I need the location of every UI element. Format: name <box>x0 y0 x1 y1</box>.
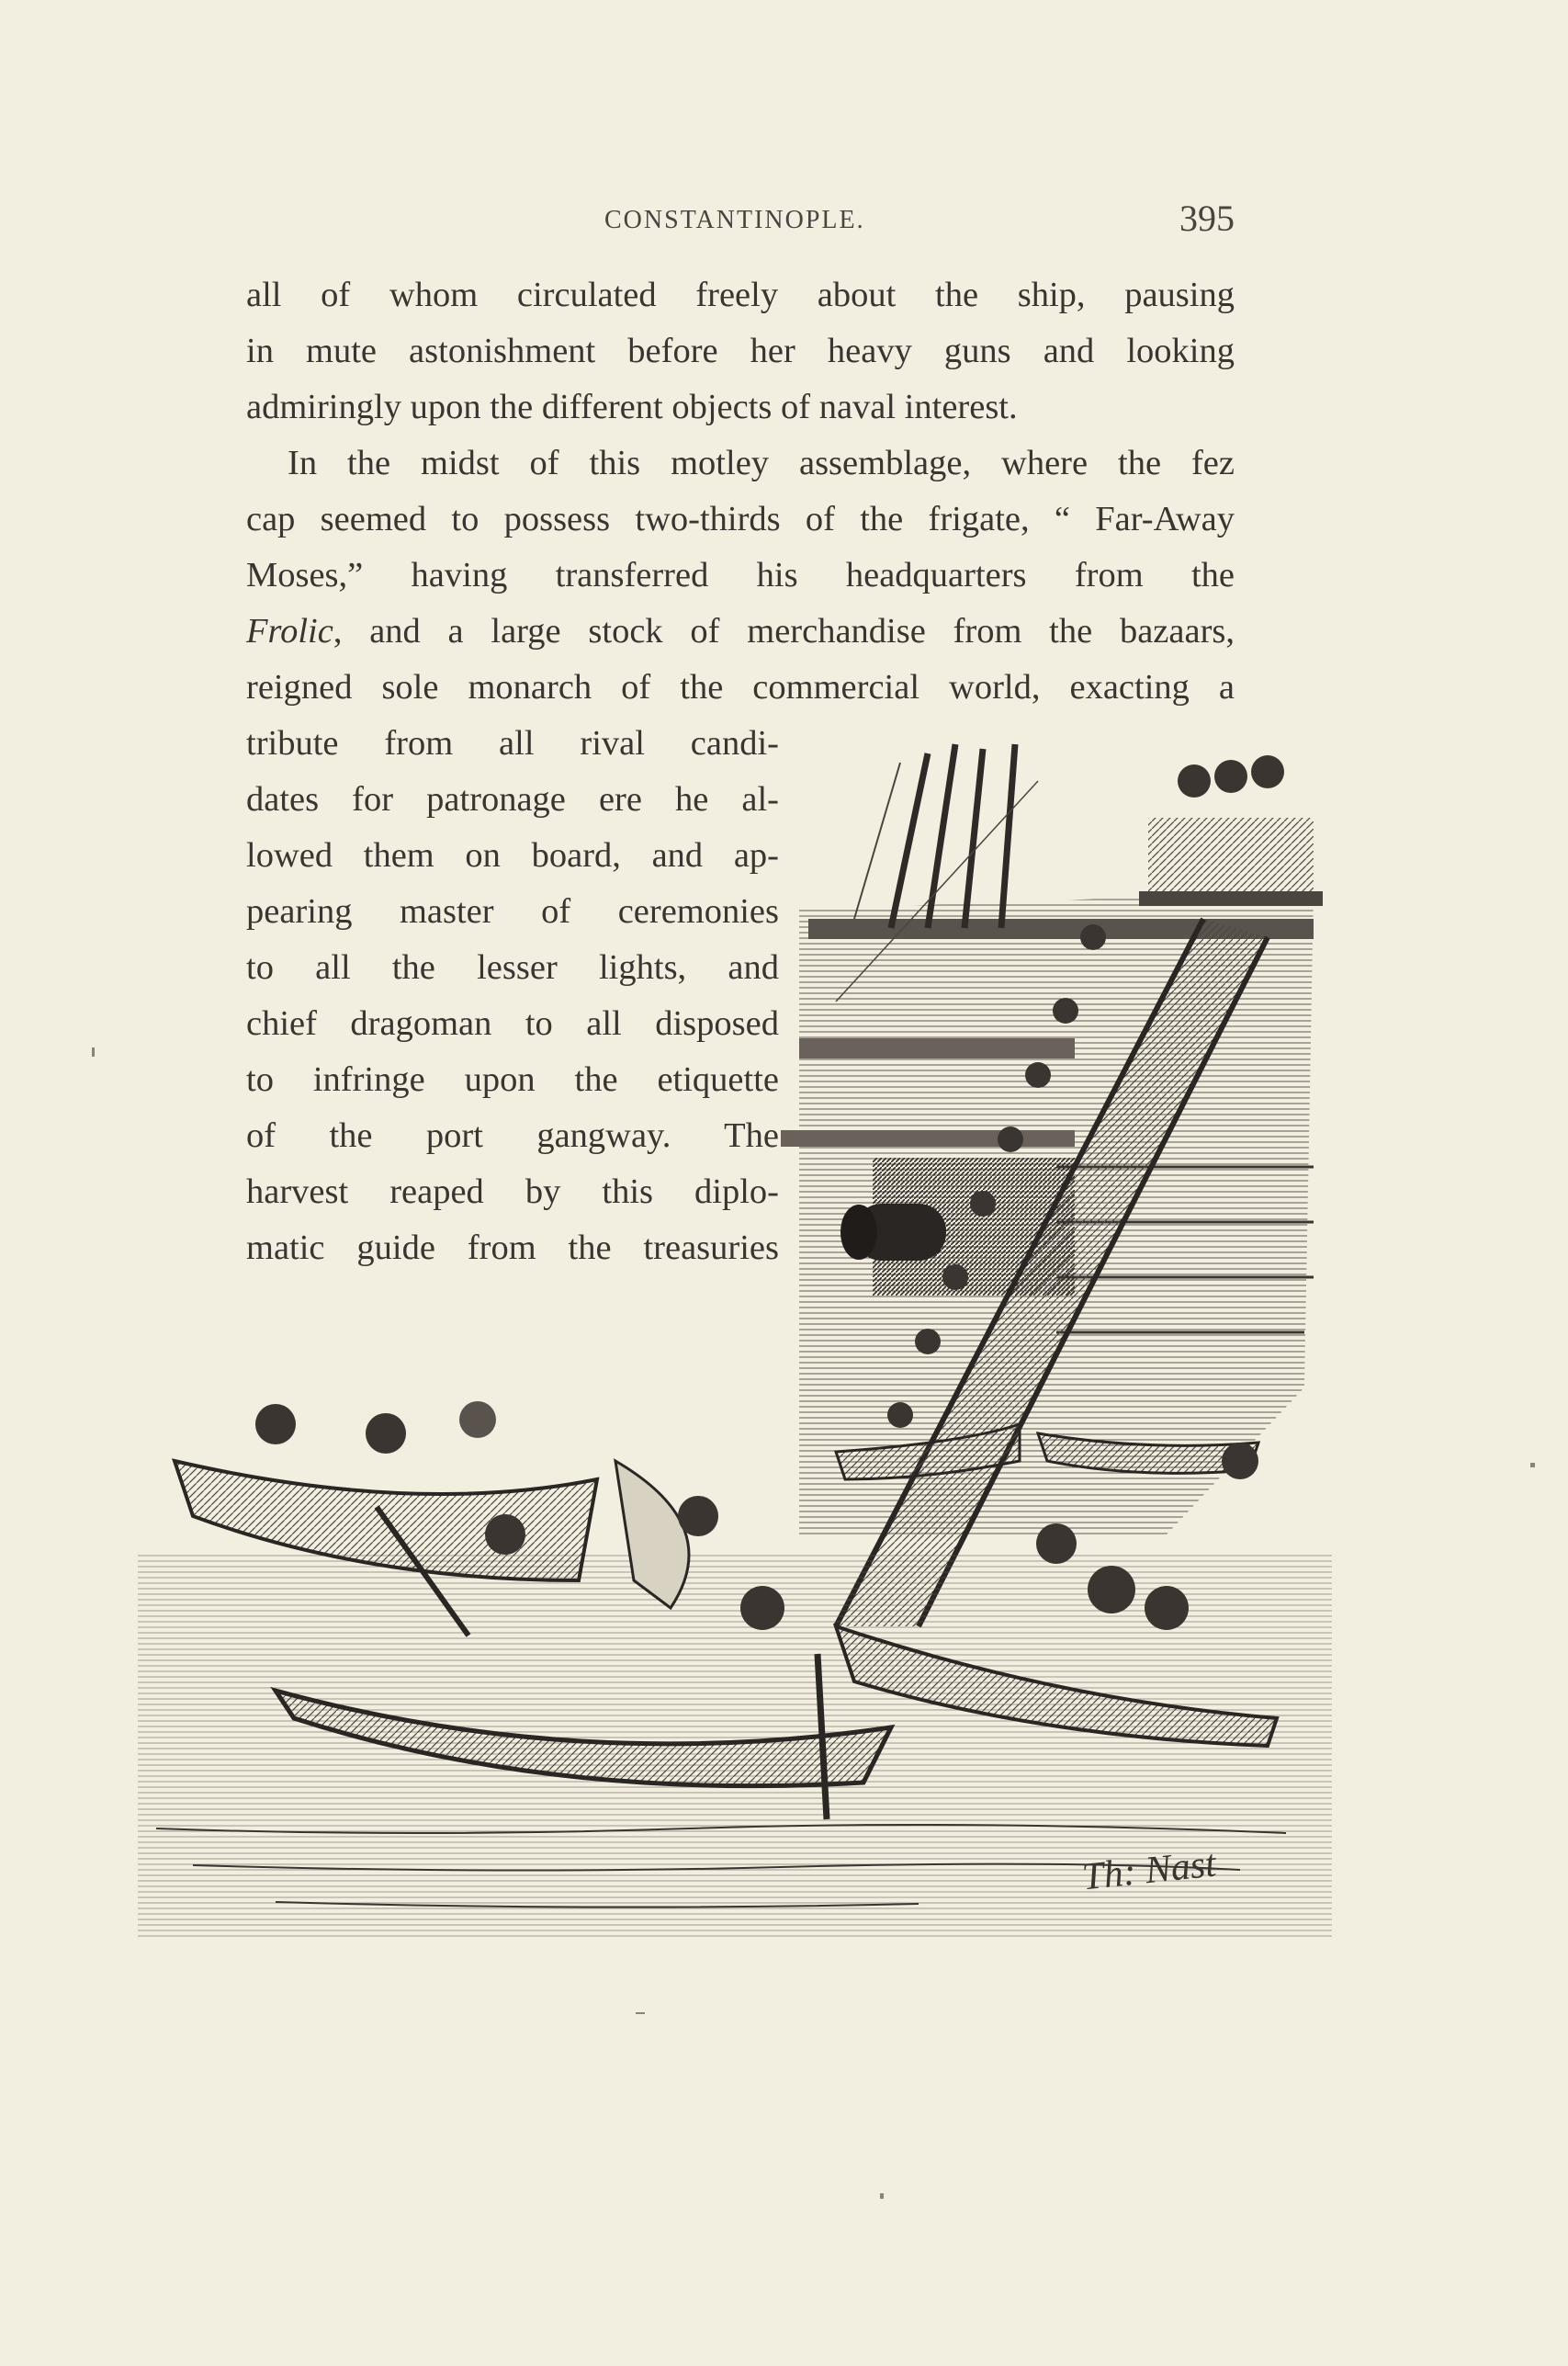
text-line: to infringe upon the etiquette <box>246 1060 779 1099</box>
paragraph-first-line: In the midst of this motley assemblage, where the fez <box>288 444 1235 482</box>
text-line: harvest reaped by this diplo- <box>246 1172 779 1211</box>
text-line: pearing master of ceremonies <box>246 892 779 931</box>
ship-name-italic: Frolic <box>246 612 333 651</box>
text-line: to all the lesser lights, and <box>246 948 779 987</box>
page-number: 395 <box>1179 198 1235 239</box>
text-line: tribute from all rival candi- <box>246 724 779 763</box>
text-line: of the port gangway. The <box>246 1116 779 1155</box>
text-line: lowed them on board, and ap- <box>246 836 779 875</box>
running-head <box>246 197 1235 252</box>
text-line <box>246 614 1235 650</box>
text-line: chief dragoman to all disposed <box>246 1004 779 1043</box>
running-title: CONSTANTINOPLE. <box>604 206 865 234</box>
text-line: all of whom circulated freely about the ship, pausing <box>246 276 1235 314</box>
print-speck <box>880 2193 884 2199</box>
print-speck <box>636 2012 645 2014</box>
text-line: matic guide from the treasuries <box>246 1228 779 1267</box>
text-line-rest: , and a large stock of merchandise from the bazaars, <box>333 612 1235 651</box>
text-line: dates for patronage ere he al- <box>246 780 779 819</box>
text-line: reigned sole monarch of the commercial world, exacting a <box>246 668 1235 707</box>
text-line: in mute astonishment before her heavy guns and looking <box>246 332 1235 370</box>
print-speck <box>1530 1463 1535 1467</box>
engraving-illustration <box>138 726 1332 1939</box>
text-line: admiringly upon the different objects of naval interest. <box>246 388 1018 426</box>
engraver-signature: Th: Nast <box>1079 1842 1218 1899</box>
text-line: Moses,” having transferred his headquarters from the <box>246 556 1235 594</box>
text-line: cap seemed to possess two-thirds of the frigate, “ Far-Away <box>246 500 1235 538</box>
print-speck <box>92 1047 95 1057</box>
